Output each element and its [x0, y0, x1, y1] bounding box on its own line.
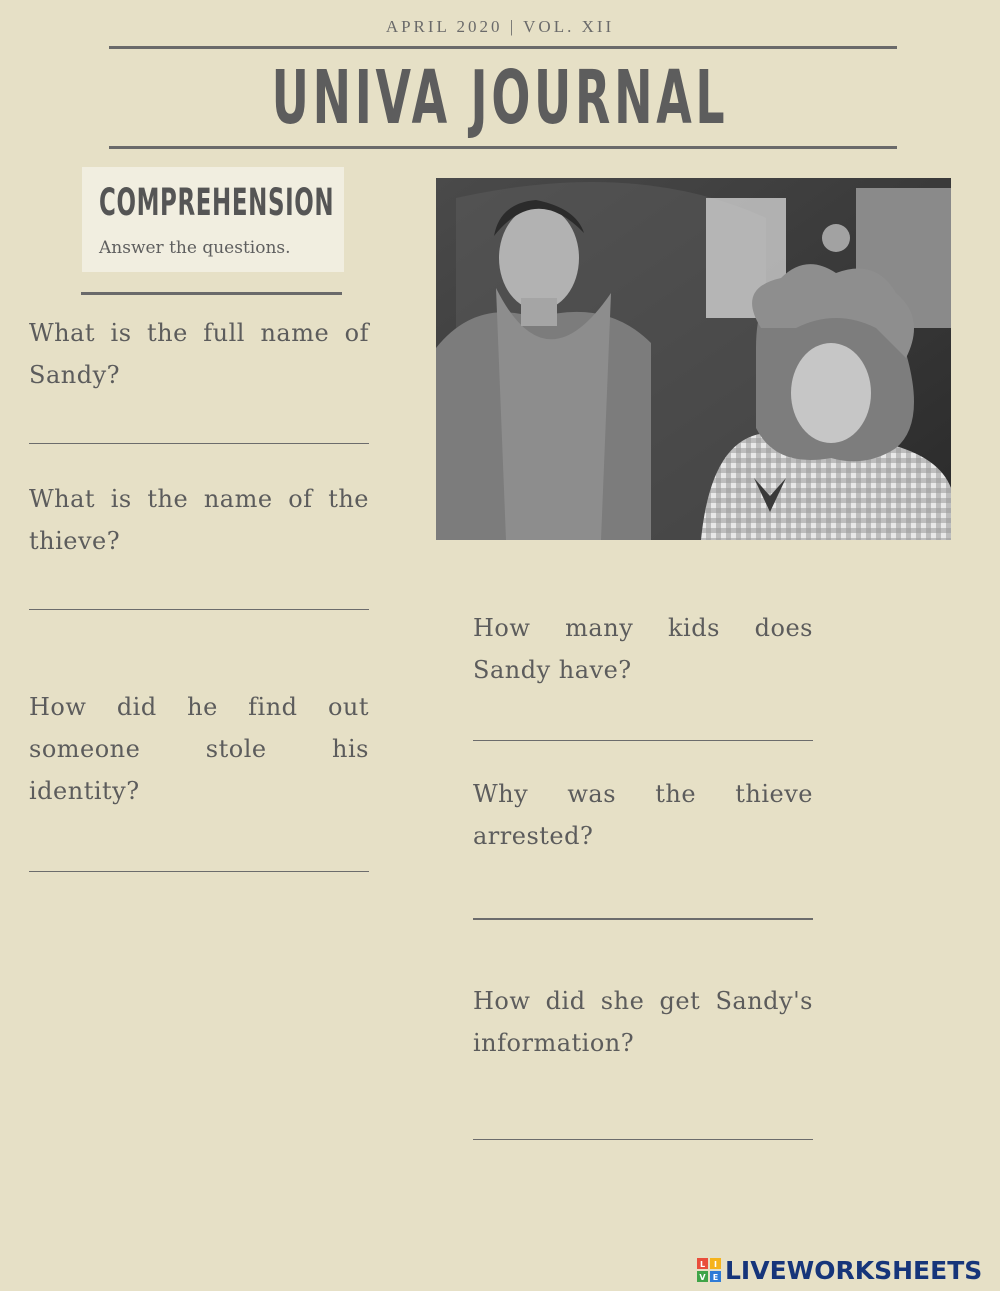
question-5: Why was the thieve arrested?: [473, 780, 813, 850]
top-divider: [109, 46, 897, 49]
section-title: COMPREHENSION: [99, 181, 335, 224]
liveworksheets-logo-icon: [697, 1258, 721, 1282]
liveworksheets-logo[interactable]: [697, 1254, 982, 1286]
movie-still-photo-icon: [436, 178, 951, 540]
answer-line-5[interactable]: [473, 918, 813, 920]
answer-line-3[interactable]: [29, 871, 369, 872]
answer-line-6[interactable]: [473, 1139, 813, 1140]
question-2: What is the name of the thieve?: [29, 485, 369, 555]
page-title: UNIVA JOURNAL: [271, 55, 729, 141]
answer-line-4[interactable]: [473, 740, 813, 741]
logo-mark-letter: E: [712, 1273, 719, 1282]
answer-line-1[interactable]: [29, 443, 369, 444]
question-1: What is the full name of Sandy?: [29, 319, 369, 389]
masthead-divider: [109, 146, 897, 149]
section-instructions: Answer the questions.: [99, 238, 291, 258]
movie-still-photo: [436, 178, 951, 540]
answer-line-2[interactable]: [29, 609, 369, 610]
issue-line: APRIL 2020 | VOL. XII: [385, 17, 615, 36]
question-6: How did she get Sandy's information?: [473, 987, 813, 1057]
logo-mark-letter: I: [714, 1260, 717, 1269]
question-4: How many kids does Sandy have?: [473, 614, 813, 684]
question-3: How did he find out someone stole his identity?: [29, 693, 369, 805]
logo-text: LIVEWORKSHEETS: [725, 1255, 983, 1285]
logo-mark-letter: V: [699, 1273, 706, 1282]
logo-mark-letter: L: [699, 1260, 706, 1269]
section-divider: [81, 292, 342, 295]
